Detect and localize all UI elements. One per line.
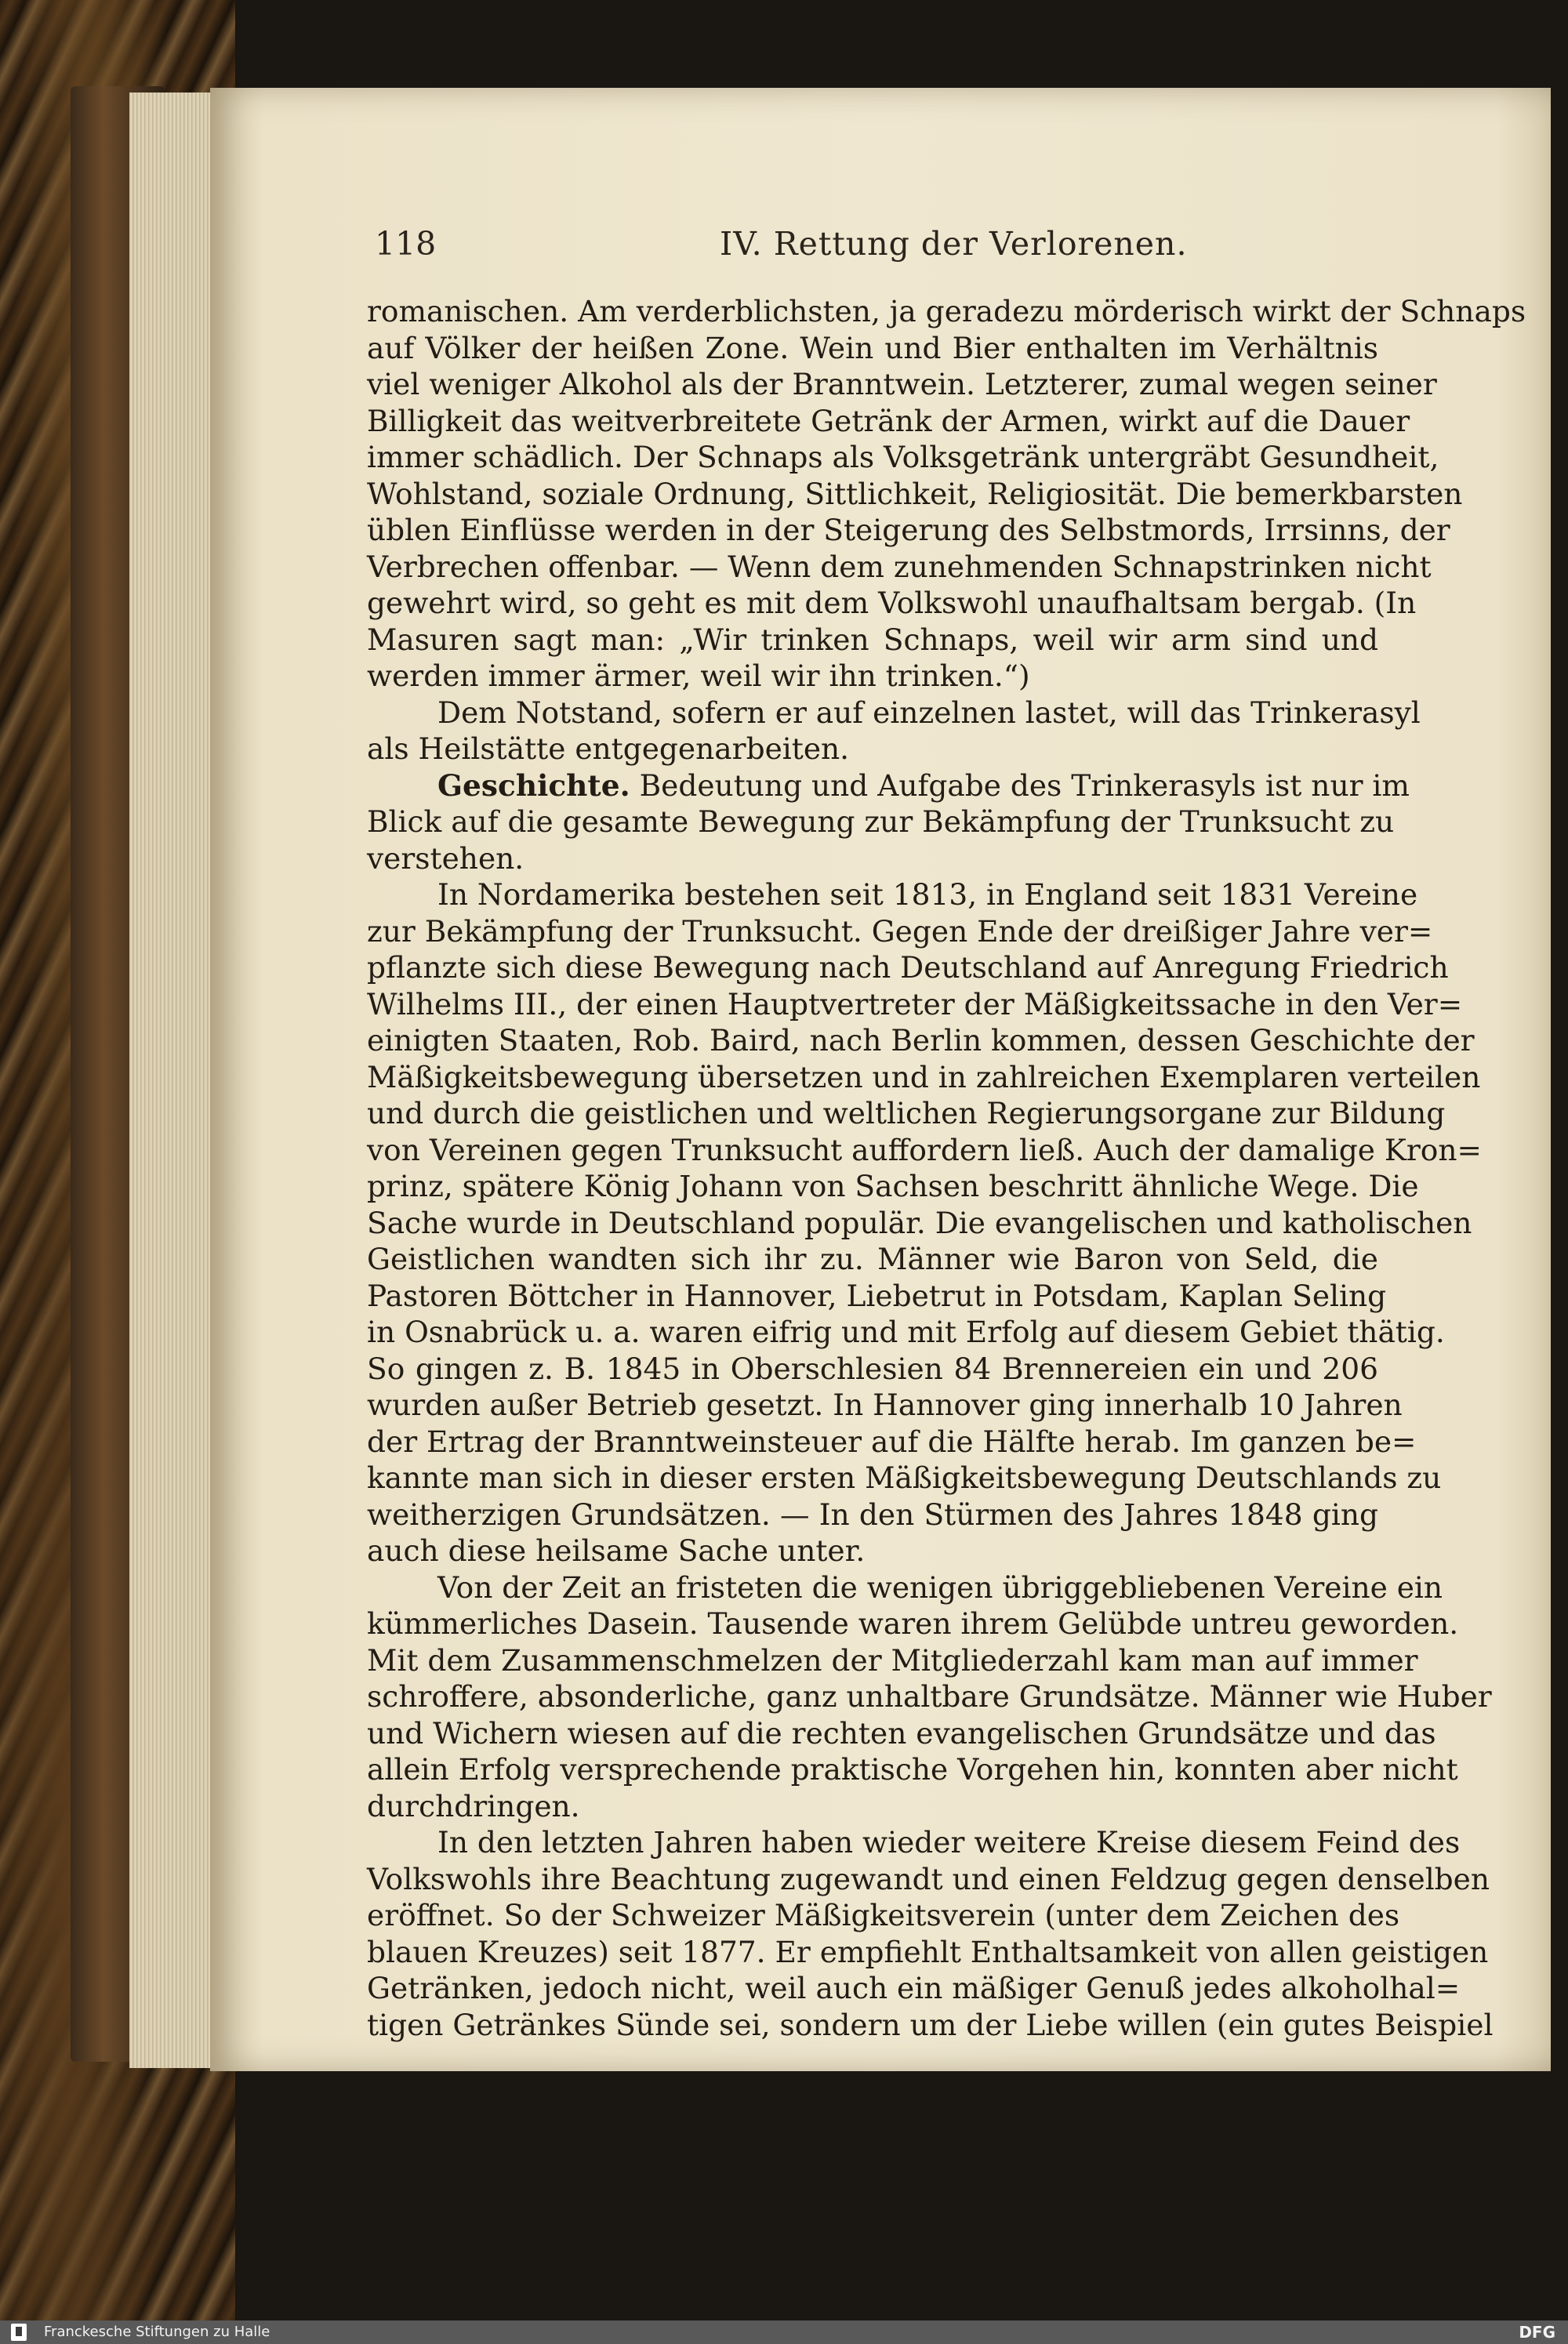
text-line: So gingen z. B. 1845 in Oberschlesien 84 Brennereien ein und 206 <box>367 1351 1378 1386</box>
text-line: blauen Kreuzes) seit 1877. Er empfiehlt Enthaltsamkeit von allen geistigen <box>367 1934 1489 1969</box>
text-line: von Vereinen gegen Trunksucht auffordern ließ. Auch der damalige Kron= <box>367 1132 1482 1167</box>
text-line: üblen Einflüsse werden in der Steigerung des Selbstmords, Irrsinns, der <box>367 513 1450 547</box>
text-line: In den letzten Jahren haben wieder weitere Kreise diesem Feind des <box>437 1825 1461 1860</box>
text-line: Billigkeit das weitverbreitete Getränk der Armen, wirkt auf die Dauer <box>367 403 1410 438</box>
text-line: Verbrechen offenbar. — Wenn dem zunehmenden Schnapstrinken nicht <box>367 549 1432 584</box>
text-line: allein Erfolg versprechende praktische Vorgehen hin, konnten aber nicht <box>367 1752 1458 1787</box>
text-line: in Osnabrück u. a. waren eifrig und mit Erfolg auf diesem Gebiet thätig. <box>367 1315 1445 1349</box>
text-line: eröffnet. So der Schweizer Mäßigkeitsverein (unter dem Zeichen des <box>367 1898 1400 1932</box>
institution-name: Franckesche Stiftungen zu Halle <box>44 2324 270 2340</box>
text-line: auf Völker der heißen Zone. Wein und Bier enthalten im Verhältnis <box>367 330 1378 365</box>
page-number: 118 <box>375 225 437 263</box>
text-line: Blick auf die gesamte Bewegung zur Bekämpfung der Trunksucht zu <box>367 804 1395 839</box>
text-line: schroffere, absonderliche, ganz unhaltbare Grundsätze. Männer wie Huber <box>367 1679 1492 1714</box>
text-line: gewehrt wird, so geht es mit dem Volkswohl unaufhaltsam bergab. (In <box>367 586 1417 620</box>
text-line: Wohlstand, soziale Ordnung, Sittlichkeit, Religiosität. Die bemerkbarsten <box>367 476 1463 511</box>
text-line: kannte man sich in dieser ersten Mäßigkeitsbewegung Deutschlands zu <box>367 1460 1442 1495</box>
text-line-rest: Bedeutung und Aufgabe des Trinkerasyls ist nur im <box>639 767 1410 803</box>
text-line: Mäßigkeitsbewegung übersetzen und in zahlreichen Exemplaren verteilen <box>367 1059 1481 1094</box>
book-page <box>210 88 1551 2071</box>
text-line: weitherzigen Grundsätzen. — In den Stürmen des Jahres 1848 ging <box>367 1497 1378 1532</box>
text-line: prinz, spätere König Johann von Sachsen beschritt ähnliche Wege. Die <box>367 1169 1419 1203</box>
text-line: zur Bekämpfung der Trunksucht. Gegen Ende der dreißiger Jahre ver= <box>367 913 1433 949</box>
running-head <box>375 225 1504 272</box>
text-line: durchdringen. <box>367 1788 580 1823</box>
text-line: immer schädlich. Der Schnaps als Volksgetränk untergräbt Gesundheit, <box>367 440 1439 474</box>
text-line: einigten Staaten, Rob. Baird, nach Berlin kommen, dessen Geschichte der <box>367 1023 1475 1058</box>
text-line: als Heilstätte entgegenarbeiten. <box>367 731 850 766</box>
text-line: Wilhelms III., der einen Hauptvertreter der Mäßigkeitssache in den Ver= <box>367 986 1463 1021</box>
running-title: IV. Rettung der Verlorenen. <box>720 225 1188 263</box>
footer-bar <box>0 2320 1568 2344</box>
text-line: Geistlichen wandten sich ihr zu. Männer wie Baron von Seld, die <box>367 1242 1378 1276</box>
text-line: Sache wurde in Deutschland populär. Die evangelischen und katholischen <box>367 1205 1472 1240</box>
text-line: tigen Getränkes Sünde sei, sondern um der Liebe willen (ein gutes Beispiel <box>367 2007 1494 2042</box>
text-line: Mit dem Zusammenschmelzen der Mitgliederzahl kam man auf immer <box>367 1642 1418 1678</box>
text-line: Von der Zeit an fristeten die wenigen übriggebliebenen Vereine ein <box>437 1569 1443 1605</box>
text-line: pflanzte sich diese Bewegung nach Deutschland auf Anregung Friedrich <box>367 950 1449 985</box>
body-text <box>367 293 1526 2057</box>
institution-logo-icon <box>11 2324 27 2341</box>
text-line: romanischen. Am verderblichsten, ja geradezu mörderisch wirkt der Schnaps <box>367 294 1526 328</box>
text-line: In Nordamerika bestehen seit 1813, in England seit 1831 Vereine <box>437 877 1418 912</box>
text-line: Volkswohls ihre Beachtung zugewandt und einen Feldzug gegen denselben <box>367 1861 1490 1896</box>
text-line: wurden außer Betrieb gesetzt. In Hannover ging innerhalb 10 Jahren <box>367 1388 1403 1422</box>
page-stack-edge <box>129 93 223 2068</box>
text-line <box>367 767 1410 804</box>
text-line: Pastoren Böttcher in Hannover, Liebetrut in Potsdam, Kaplan Seling <box>367 1278 1387 1313</box>
text-line: werden immer ärmer, weil wir ihn trinken.“) <box>367 659 1030 693</box>
text-line: verstehen. <box>367 840 524 876</box>
text-line: der Ertrag der Branntweinsteuer auf die Hälfte herab. Im ganzen be= <box>367 1424 1417 1459</box>
text-line: viel weniger Alkohol als der Branntwein. Letzterer, zumal wegen seiner <box>367 367 1437 401</box>
text-line: und Wichern wiesen auf die rechten evangelischen Grundsätze und das <box>367 1715 1436 1751</box>
section-heading: Geschichte. <box>437 767 630 803</box>
text-line: kümmerliches Dasein. Tausende waren ihrem Gelübde untreu geworden. <box>367 1606 1459 1641</box>
dfg-logo: DFG <box>1519 2323 1555 2342</box>
text-line: und durch die geistlichen und weltlichen Regierungsorgane zur Bildung <box>367 1096 1446 1130</box>
text-line: Dem Notstand, sofern er auf einzelnen lastet, will das Trinkerasyl <box>437 695 1421 730</box>
text-line: Masuren sagt man: „Wir trinken Schnaps, weil wir arm sind und <box>367 622 1378 657</box>
text-line: Getränken, jedoch nicht, weil auch ein mäßiger Genuß jedes alkoholhal= <box>367 1971 1461 2005</box>
text-line: auch diese heilsame Sache unter. <box>367 1533 866 1568</box>
